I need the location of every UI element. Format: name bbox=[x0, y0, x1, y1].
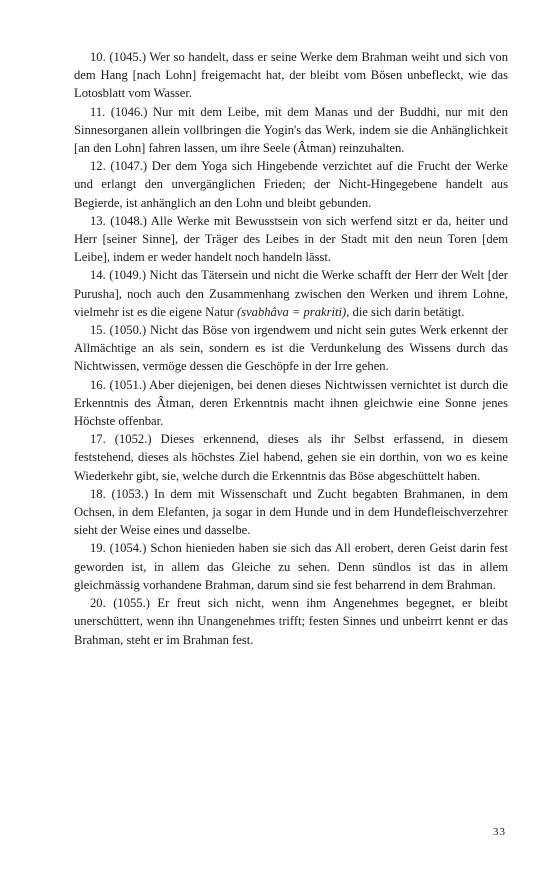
verse-14-italic-term: (svabhâva = prakriti), bbox=[236, 304, 350, 319]
verse-paragraph-10: 10. (1045.) Wer so handelt, dass er seine Werke dem Brahman weiht und sich von dem Hang [nach Lohn] freigemacht hat, der bleibt vom Bösen unbefleckt, wie das Lotosblatt vom Wasser. bbox=[74, 50, 508, 101]
verse-paragraph-20: 20. (1055.) Er freut sich nicht, wenn ihm Angenehmes begegnet, er bleibt unerschüttert, wenn ihn Unangenehmes trifft; festen Sinnes und unbeirrt kennt er das Brahman, steht er im Brahman fest. bbox=[74, 596, 508, 647]
page-body bbox=[74, 48, 508, 649]
verse-paragraph-17: 17. (1052.) Dieses erkennend, dieses als ihr Selbst erfassend, in diesem feststehend, dieses als höchstes Ziel habend, gehen sie ein dorthin, von wo es keine Wiederkehr gibt, sie, welche durch die Erkenntnis das Böse abgeschüttelt haben. bbox=[74, 432, 508, 483]
verse-paragraph-11: 11. (1046.) Nur mit dem Leibe, mit dem Manas und der Buddhi, nur mit den Sinnesorganen allein vollbringen die Yogin's das Werk, indem sie die Anhänglichkeit [an den Lohn] fahren lassen, um ihre Seele (Âtman) reinzuhalten. bbox=[74, 104, 508, 156]
page-number: 33 bbox=[493, 826, 506, 838]
verse-14-ending: die sich darin betätigt. bbox=[349, 304, 465, 319]
verse-paragraph-19: 19. (1054.) Schon hienieden haben sie sich das All erobert, deren Geist darin fest geworden ist, in allem das Gleiche zu sehen. Denn sündlos ist das in allem gleichmässig vorhandene Brahman, darum sind sie fest beharrend in dem Brahman. bbox=[74, 541, 508, 592]
verse-paragraph-15: 15. (1050.) Nicht das Böse von irgendwem und nicht sein gutes Werk erkennt der Allmächtige an als sein, sondern es ist die Verdunkelung des Wissens durch das Nichtwissen, vermöge dessen die Geschöpfe in der Irre gehen. bbox=[74, 323, 508, 374]
verse-paragraph-13: 13. (1048.) Alle Werke mit Bewusstsein von sich werfend sitzt er da, heiter und Herr [seiner Sinne], der Träger des Leibes in der Stadt mit den neun Toren [dem Leibe], indem er weder handelt noch handeln lässt. bbox=[74, 213, 508, 265]
verse-paragraph-14 bbox=[74, 266, 508, 321]
verse-14-text: 14. (1049.) Nicht das Tätersein und nicht die Werke schafft der Herr der Welt [der Purusha], noch auch den Zusammenhang zwischen den Werken und ihrem Lohne, vielmehr ist es die eigene Natur bbox=[74, 268, 508, 319]
verse-paragraph-16: 16. (1051.) Aber diejenigen, bei denen dieses Nichtwissen vernichtet ist durch die Erkenntnis des Âtman, deren Erkenntnis macht ihnen gleichwie eine Sonne jenes Höchste offenbar. bbox=[74, 377, 508, 429]
verse-paragraph-12: 12. (1047.) Der dem Yoga sich Hingebende verzichtet auf die Frucht der Werke und erlangt den unvergänglichen Frieden; der Nicht-Hingegebene handelt aus Begierde, ist anhänglich an den Lohn und bleibt gebunden. bbox=[74, 159, 508, 210]
verse-paragraph-18: 18. (1053.) In dem mit Wissenschaft und Zucht begabten Brahmanen, in dem Ochsen, in dem Elefanten, ja sogar in dem Hunde und in dem Hundefleischverzehrer sieht der Weise eines und dasselbe. bbox=[74, 486, 508, 538]
